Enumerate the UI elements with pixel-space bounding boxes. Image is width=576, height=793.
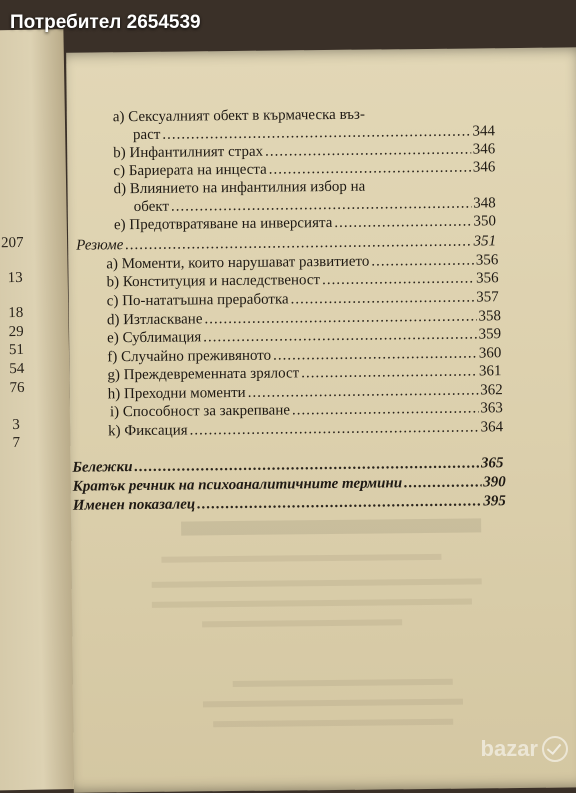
- left-number: 207: [0, 234, 24, 252]
- left-number: 7: [12, 434, 21, 452]
- toc-index: Именен показалец ..... 395: [73, 492, 506, 515]
- toc-entry: d) Изтласкване ..... 358: [107, 307, 501, 329]
- toc-section: Резюме ..... 351: [76, 232, 496, 254]
- checkmark-icon: [542, 736, 568, 762]
- watermark: [481, 736, 568, 762]
- left-number: 3: [12, 416, 20, 434]
- left-number: 54: [9, 360, 25, 378]
- toc-entry: c) Бариерата на инцеста ..... 346: [113, 158, 495, 180]
- toc-entry: i) Способност за закрепване ..... 363: [110, 399, 503, 421]
- left-number: 29: [8, 323, 24, 341]
- toc-entry: а) Моменти, които нарушават развитието ..... 356: [106, 251, 498, 273]
- user-label: Потребител 2654539: [10, 12, 201, 33]
- left-number: 51: [8, 341, 25, 359]
- toc-entry: раст ..... 344: [133, 122, 495, 144]
- left-number: 13: [7, 269, 23, 287]
- toc-entry: b) Инфантилният страх ..... 346: [113, 140, 495, 162]
- toc-entry: е) Предотвратяване на инверсията ..... 350: [114, 212, 496, 234]
- toc-entry: c) По-нататъшна преработка ..... 357: [107, 288, 499, 310]
- toc-entry: b) Конституция и наследственост ..... 356: [106, 269, 498, 291]
- watermark-text: bazar: [480, 736, 538, 761]
- left-page: [0, 29, 77, 791]
- toc-entry: а) Сексуалният обект в кърмаческа въз-: [112, 106, 366, 126]
- toc-notes: Бележки ..... 365: [72, 454, 503, 477]
- toc-entry: g) Преждевременната зрялост ..... 361: [107, 362, 501, 384]
- left-number: 18: [8, 304, 24, 322]
- left-number: 76: [9, 379, 25, 397]
- book-page: [66, 47, 576, 792]
- toc-entry: k) Фиксация ..... 364: [108, 418, 503, 440]
- toc-entry: f) Случайно преживяното ..... 360: [107, 344, 501, 366]
- toc-entry: обект ..... 348: [134, 194, 496, 216]
- toc-glossary: Кратък речник на психоаналитичните термини ..... 390: [73, 473, 506, 496]
- toc-entry: h) Преходни моменти ..... 362: [108, 381, 503, 403]
- toc-entry: d) Влиянието на инфантилния избор на: [113, 178, 366, 198]
- toc-entry: е) Сублимация ..... 359: [107, 325, 501, 347]
